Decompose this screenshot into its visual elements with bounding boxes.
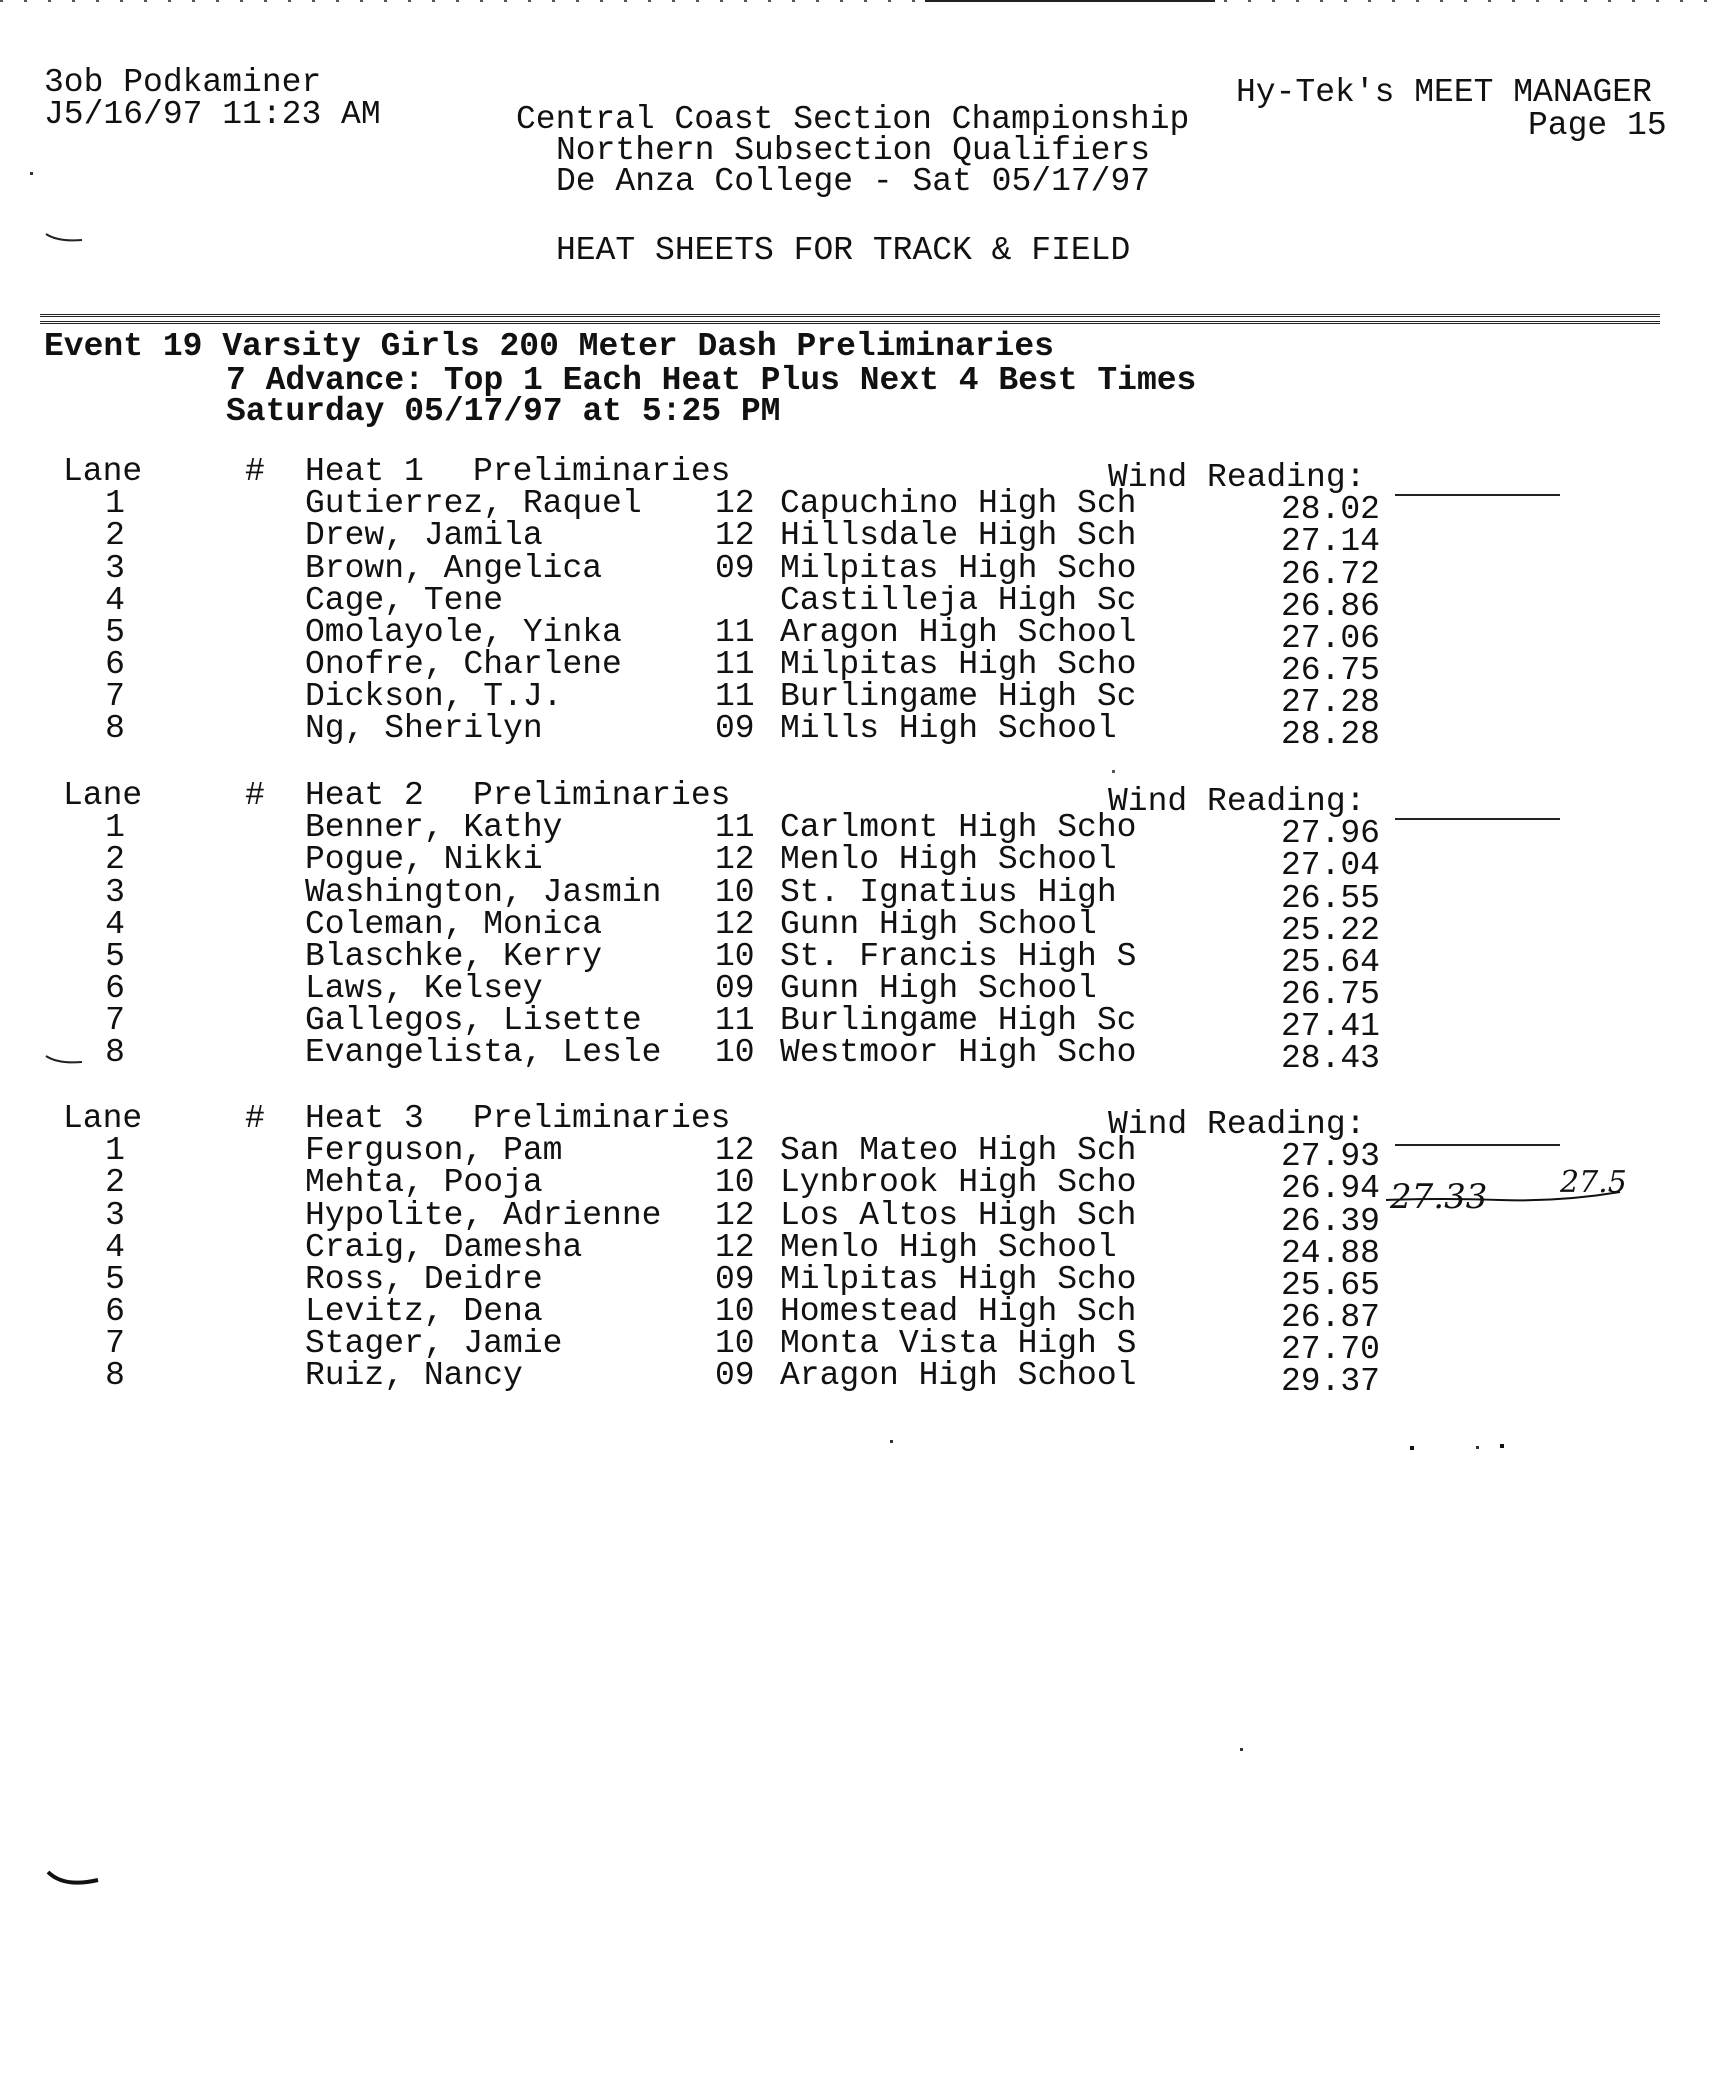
table-row [0, 1229, 1728, 1272]
handwritten-new-time: 27.5 [1560, 1165, 1627, 1200]
athlete-name: Ferguson, Pam [305, 1132, 563, 1169]
seed-time: 26.86 [1280, 588, 1380, 625]
event-advance: 7 Advance: Top 1 Each Heat Plus Next 4 Best Times [226, 362, 1197, 399]
scan-mark [44, 1052, 88, 1068]
school-name: Burlingame High Sc [780, 678, 1137, 715]
event-title: Event 19 Varsity Girls 200 Meter Dash Preliminaries [44, 328, 1054, 365]
lane-number: 8 [105, 1357, 125, 1394]
lane-header: Lane [63, 777, 143, 814]
table-row [0, 1261, 1728, 1304]
heat-label: Heat 1 [305, 453, 424, 490]
scan-edge-dashes [0, 0, 1728, 2]
title-line-3: De Anza College - Sat 05/17/97 [556, 163, 1151, 200]
athlete-year: 11 [715, 809, 755, 846]
school-name: Westmoor High Scho [780, 1034, 1137, 1071]
lane-number: 6 [105, 1293, 125, 1330]
number-header: # [245, 777, 265, 814]
athlete-name: Levitz, Dena [305, 1293, 543, 1330]
lane-number: 1 [105, 809, 125, 846]
table-row [0, 614, 1728, 657]
wind-reading-label: Wind Reading: [1108, 783, 1366, 820]
title-line-1: Central Coast Section Championship [516, 101, 1190, 138]
athlete-year: 09 [715, 1261, 755, 1298]
athlete-year: 10 [715, 1293, 755, 1330]
school-name: Burlingame High Sc [780, 1002, 1137, 1039]
athlete-name: Mehta, Pooja [305, 1164, 543, 1201]
school-name: Gunn High School [780, 970, 1097, 1007]
table-row [0, 485, 1728, 528]
lane-number: 4 [105, 906, 125, 943]
header-software: Hy-Tek's MEET MANAGER [1236, 74, 1652, 111]
heat-header [0, 453, 1728, 496]
school-name: Milpitas High Scho [780, 550, 1137, 587]
athlete-name: Omolayole, Yinka [305, 614, 622, 651]
athlete-name: Benner, Kathy [305, 809, 563, 846]
athlete-name: Onofre, Charlene [305, 646, 622, 683]
scan-dot [890, 1440, 893, 1443]
seed-time: 28.43 [1280, 1040, 1380, 1077]
seed-time: 26.87 [1280, 1299, 1380, 1336]
seed-time: 26.75 [1280, 976, 1380, 1013]
school-name: Mills High School [780, 710, 1117, 747]
school-name: Menlo High School [780, 841, 1117, 878]
table-row [0, 582, 1728, 625]
table-row [0, 517, 1728, 560]
table-row [0, 906, 1728, 949]
athlete-year: 10 [715, 1164, 755, 1201]
table-row [0, 1002, 1728, 1045]
lane-number: 6 [105, 646, 125, 683]
athlete-name: Cage, Tene [305, 582, 504, 619]
school-name: Gunn High School [780, 906, 1097, 943]
athlete-year: 10 [715, 1325, 755, 1362]
athlete-name: Brown, Angelica [305, 550, 603, 587]
lane-number: 8 [105, 1034, 125, 1071]
athlete-name: Gallegos, Lisette [305, 1002, 642, 1039]
sheet-title: HEAT SHEETS FOR TRACK & FIELD [556, 232, 1131, 269]
number-header: # [245, 1100, 265, 1137]
table-row [0, 1325, 1728, 1368]
athlete-year: 11 [715, 614, 755, 651]
wind-reading-label: Wind Reading: [1108, 459, 1366, 496]
table-row [0, 841, 1728, 884]
lane-number: 4 [105, 1229, 125, 1266]
athlete-name: Gutierrez, Raquel [305, 485, 642, 522]
athlete-year: 12 [715, 485, 755, 522]
athlete-year: 11 [715, 678, 755, 715]
school-name: Aragon High School [780, 1357, 1137, 1394]
table-row [0, 550, 1728, 593]
table-row [0, 1034, 1728, 1077]
athlete-year: 09 [715, 710, 755, 747]
seed-time: 27.96 [1280, 815, 1380, 852]
athlete-name: Laws, Kelsey [305, 970, 543, 1007]
scan-dot [1476, 1446, 1479, 1449]
school-name: Aragon High School [780, 614, 1137, 651]
number-header: # [245, 453, 265, 490]
athlete-year: 10 [715, 1034, 755, 1071]
school-name: Monta Vista High S [780, 1325, 1137, 1362]
school-name: Milpitas High Scho [780, 646, 1137, 683]
athlete-name: Stager, Jamie [305, 1325, 563, 1362]
athlete-name: Ng, Sherilyn [305, 710, 543, 747]
seed-time: 27.14 [1280, 523, 1380, 560]
lane-number: 5 [105, 938, 125, 975]
table-row [0, 1357, 1728, 1400]
lane-number: 7 [105, 1002, 125, 1039]
athlete-year: 12 [715, 517, 755, 554]
table-row [0, 874, 1728, 917]
school-name: St. Ignatius High [780, 874, 1117, 911]
athlete-year: 10 [715, 874, 755, 911]
seed-time: 27.70 [1280, 1331, 1380, 1368]
lane-number: 3 [105, 874, 125, 911]
heat-round: Preliminaries [473, 453, 731, 490]
seed-time: 24.88 [1280, 1235, 1380, 1272]
header-page: Page 15 [1528, 107, 1667, 144]
heat-label: Heat 3 [305, 1100, 424, 1137]
table-row [0, 1132, 1728, 1175]
title-line-2: Northern Subsection Qualifiers [556, 132, 1151, 169]
seed-time: 26.39 [1280, 1203, 1380, 1240]
lane-number: 8 [105, 710, 125, 747]
seed-time: 27.41 [1280, 1008, 1380, 1045]
seed-time: 25.65 [1280, 1267, 1380, 1304]
seed-time: 27.06 [1280, 620, 1380, 657]
seed-time: 27.04 [1280, 847, 1380, 884]
athlete-name: Coleman, Monica [305, 906, 603, 943]
athlete-year: 12 [715, 841, 755, 878]
athlete-name: Blaschke, Kerry [305, 938, 603, 975]
athlete-name: Dickson, T.J. [305, 678, 563, 715]
heat-header [0, 1100, 1728, 1143]
lane-number: 7 [105, 678, 125, 715]
lane-header: Lane [63, 1100, 143, 1137]
seed-time: 28.02 [1280, 491, 1380, 528]
school-name: Hillsdale High Sch [780, 517, 1137, 554]
heat-round: Preliminaries [473, 777, 731, 814]
athlete-year: 09 [715, 970, 755, 1007]
lane-number: 6 [105, 970, 125, 1007]
athlete-year: 10 [715, 938, 755, 975]
lane-number: 4 [105, 582, 125, 619]
header-user: 3ob Podkaminer [44, 64, 322, 101]
lane-number: 5 [105, 614, 125, 651]
school-name: Los Altos High Sch [780, 1197, 1137, 1234]
school-name: St. Francis High S [780, 938, 1137, 975]
heat-round: Preliminaries [473, 1100, 731, 1137]
table-row [0, 710, 1728, 753]
school-name: Menlo High School [780, 1229, 1117, 1266]
school-name: Milpitas High Scho [780, 1261, 1137, 1298]
seed-time: 26.94 [1280, 1170, 1380, 1207]
athlete-year: 12 [715, 1197, 755, 1234]
seed-time: 27.28 [1280, 684, 1380, 721]
athlete-name: Washington, Jasmin [305, 874, 662, 911]
seed-time: 28.28 [1280, 716, 1380, 753]
athlete-name: Ruiz, Nancy [305, 1357, 523, 1394]
athlete-year: 12 [715, 1132, 755, 1169]
school-name: Castilleja High Sc [780, 582, 1137, 619]
athlete-year: 11 [715, 646, 755, 683]
separator-rule [40, 314, 1660, 324]
seed-time: 26.72 [1280, 556, 1380, 593]
school-name: Capuchino High Sch [780, 485, 1137, 522]
athlete-name: Drew, Jamila [305, 517, 543, 554]
seed-time: 25.64 [1280, 944, 1380, 981]
lane-number: 2 [105, 1164, 125, 1201]
lane-number: 1 [105, 1132, 125, 1169]
scan-mark [44, 1868, 104, 1892]
seed-time: 26.55 [1280, 880, 1380, 917]
athlete-name: Hypolite, Adrienne [305, 1197, 662, 1234]
athlete-name: Craig, Damesha [305, 1229, 583, 1266]
seed-time: 29.37 [1280, 1363, 1380, 1400]
athlete-year: 12 [715, 1229, 755, 1266]
table-row [0, 938, 1728, 981]
athlete-name: Pogue, Nikki [305, 841, 543, 878]
scan-dot [30, 172, 33, 175]
lane-number: 3 [105, 1197, 125, 1234]
school-name: Carlmont High Scho [780, 809, 1137, 846]
school-name: Homestead High Sch [780, 1293, 1137, 1330]
table-row [0, 1293, 1728, 1336]
athlete-name: Ross, Deidre [305, 1261, 543, 1298]
seed-time: 25.22 [1280, 912, 1380, 949]
heat-header [0, 777, 1728, 820]
event-schedule: Saturday 05/17/97 at 5:25 PM [226, 393, 781, 430]
athlete-name: Evangelista, Lesle [305, 1034, 662, 1071]
school-name: San Mateo High Sch [780, 1132, 1137, 1169]
scan-dot [1500, 1444, 1504, 1448]
wind-reading-label: Wind Reading: [1108, 1106, 1366, 1143]
athlete-year: 09 [715, 1357, 755, 1394]
handwritten-struck-time: 27.33 [1390, 1177, 1488, 1217]
scan-top-line [925, 0, 1215, 2]
athlete-year: 12 [715, 906, 755, 943]
athlete-year: 09 [715, 550, 755, 587]
lane-number: 5 [105, 1261, 125, 1298]
lane-header: Lane [63, 453, 143, 490]
heat-label: Heat 2 [305, 777, 424, 814]
scan-dot [1240, 1748, 1243, 1751]
seed-time: 27.93 [1280, 1138, 1380, 1175]
table-row [0, 646, 1728, 689]
lane-number: 1 [105, 485, 125, 522]
lane-number: 2 [105, 517, 125, 554]
lane-number: 2 [105, 841, 125, 878]
lane-number: 3 [105, 550, 125, 587]
lane-number: 7 [105, 1325, 125, 1362]
table-row [0, 678, 1728, 721]
athlete-year: 11 [715, 1002, 755, 1039]
table-row [0, 809, 1728, 852]
scan-dot [1112, 770, 1115, 773]
scan-dot [1410, 1446, 1414, 1450]
seed-time: 26.75 [1280, 652, 1380, 689]
header-timestamp: J5/16/97 11:23 AM [44, 96, 381, 133]
table-row [0, 970, 1728, 1013]
scan-mark [44, 230, 88, 246]
school-name: Lynbrook High Scho [780, 1164, 1137, 1201]
